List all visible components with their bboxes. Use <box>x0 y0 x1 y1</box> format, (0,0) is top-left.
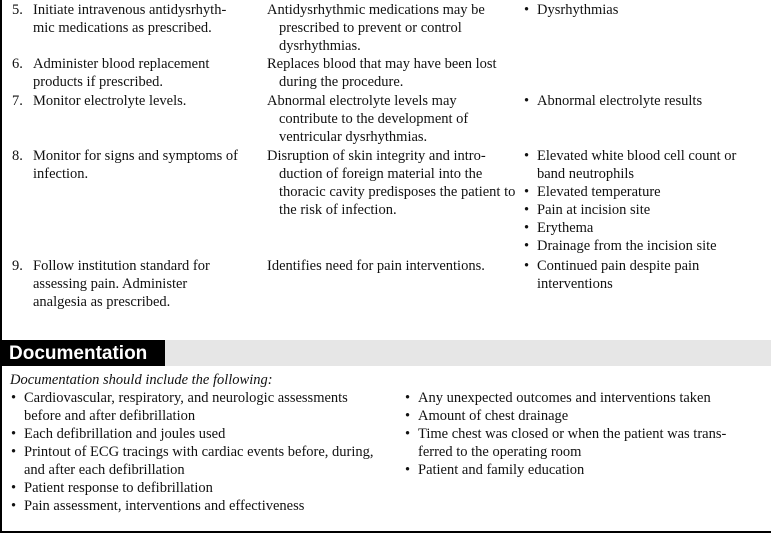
intervention-step <box>12 257 283 311</box>
documentation-item: • Any unexpected outcomes and interventions taken <box>404 389 749 407</box>
reportable-item: • Elevated temperature <box>523 183 758 201</box>
step-action: Initiate intravenous antidysrhyth- mic medications as prescribed. <box>33 2 227 36</box>
documentation-intro: Documentation should include the following: <box>10 372 273 388</box>
documentation-item: • Patient and family education <box>404 461 749 479</box>
intervention-row <box>2 257 771 311</box>
reportable-item: • Erythema <box>523 219 758 237</box>
reportable-item: • Continued pain despite pain interventions <box>523 257 723 293</box>
step-rationale: Disruption of skin integrity and intro- duction of foreign material into the thoracic cavity predisposes the patient to the risk of infection. <box>267 148 516 218</box>
section-title: Documentation <box>2 340 165 366</box>
documentation-item: • Pain assessment, interventions and effectiveness <box>10 497 380 515</box>
intervention-step <box>12 1 283 37</box>
intervention-row <box>2 55 771 91</box>
step-action: Follow institution standard for assessing pain. Administer analgesia as prescribed. <box>33 258 210 310</box>
intervention-step <box>12 55 283 91</box>
documentation-list-right <box>404 389 764 479</box>
reportable-conditions <box>523 1 771 19</box>
step-number: 5. <box>12 2 23 18</box>
reportable-item: • Abnormal electrolyte results <box>523 92 771 110</box>
intervention-row <box>2 92 771 145</box>
step-number: 8. <box>12 148 23 164</box>
step-action: Administer blood replacement products if prescribed. <box>33 56 210 90</box>
intervention-step <box>12 92 283 110</box>
documentation-item: • Printout of ECG tracings with cardiac events before, during, and after each defibrillation <box>10 443 380 479</box>
intervention-step <box>12 147 283 183</box>
step-number: 7. <box>12 93 23 109</box>
documentation-item: • Patient response to defibrillation <box>10 479 380 497</box>
step-rationale: Antidysrhythmic medications may be prescribed to prevent or control dysrhythmias. <box>267 2 485 54</box>
documentation-item: • Time chest was closed or when the patient was trans- ferred to the operating room <box>404 425 749 461</box>
step-action: Monitor for signs and symptoms of infection. <box>33 148 239 182</box>
reportable-conditions <box>523 92 771 110</box>
intervention-row <box>2 1 771 54</box>
step-number: 6. <box>12 56 23 72</box>
reportable-item: • Drainage from the incision site <box>523 237 758 255</box>
reportable-item: • Elevated white blood cell count or band neutrophils <box>523 147 758 183</box>
step-rationale: Replaces blood that may have been lost during the procedure. <box>267 56 497 90</box>
documentation-list-left <box>10 389 380 515</box>
step-action: Monitor electrolyte levels. <box>33 93 187 109</box>
reportable-conditions <box>523 147 771 255</box>
documentation-item: • Amount of chest drainage <box>404 407 749 425</box>
intervention-row <box>2 147 771 254</box>
step-number: 9. <box>12 258 23 274</box>
reportable-conditions <box>523 257 771 293</box>
reportable-item: • Dysrhythmias <box>523 1 771 19</box>
step-rationale: Identifies need for pain interventions. <box>267 258 485 274</box>
documentation-item: • Each defibrillation and joules used <box>10 425 380 443</box>
step-rationale: Abnormal electrolyte levels may contribute to the development of ventricular dysrhythmias. <box>267 93 469 145</box>
documentation-item: • Cardiovascular, respiratory, and neurologic assessments before and after defibrillation <box>10 389 380 425</box>
reportable-item: • Pain at incision site <box>523 201 758 219</box>
